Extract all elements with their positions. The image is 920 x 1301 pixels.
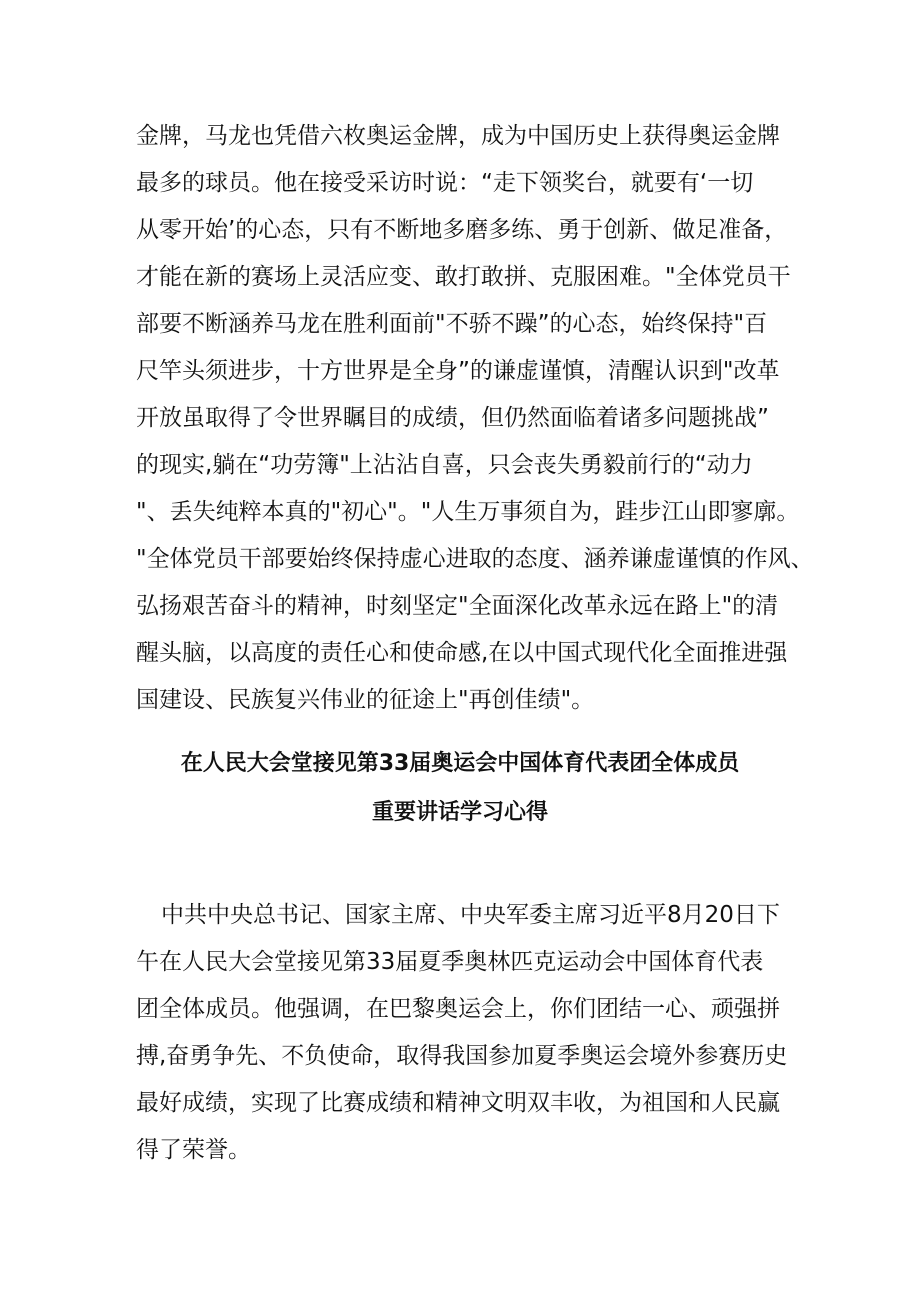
section-title: 在人民大会堂接见第33届奥运会中国体育代表团全体成员 [180, 751, 740, 776]
paragraph-line: 的现实,躺在“功劳簿"上沾沾自喜，只会丧失勇毅前行的“动力 [136, 452, 753, 478]
paragraph-line: 尺竿头须进步，十方世界是全身”的谦虚谨慎，清醒认识到"改革 [136, 358, 780, 384]
paragraph-line: 醒头脑，以高度的责任心和使命感,在以中国式现代化全面推进强 [136, 640, 788, 666]
paragraph-line: 中共中央总书记、国家主席、中央军委主席习近平8月20日下 [161, 902, 780, 928]
paragraph-line: 金牌，马龙也凭借六枚奥运金牌，成为中国历史上获得奥运金牌 [136, 123, 780, 149]
paragraph-line: 开放虽取得了令世界瞩目的成绩，但仍然面临着诸多问题挑战” [136, 405, 769, 431]
paragraph-line: 国建设、民族复兴伟业的征途上"再创佳绩"。 [136, 687, 595, 713]
paragraph-line: 午在人民大会堂接见第33届夏季奥林匹克运动会中国体育代表 [136, 949, 764, 975]
section-subtitle: 重要讲话学习心得 [371, 800, 548, 825]
paragraph-line: 搏,奋勇争先、不负使命，取得我国参加夏季奥运会境外参赛历史 [136, 1043, 788, 1069]
body-paragraph-intro [136, 892, 786, 1174]
body-paragraph-continued [136, 113, 814, 724]
paragraph-line: "、丢失纯粹本真的"初心"。"人生万事须自为，跬步江山即寥廓。 [136, 499, 800, 525]
paragraph-line: 团全体成员。他强调，在巴黎奥运会上，你们团结一心、顽强拼 [136, 996, 780, 1022]
paragraph-line: 从零开始’的心态，只有不断地多磨多练、勇于创新、做足准备， [136, 217, 788, 243]
paragraph-line: 得了荣誉。 [136, 1137, 251, 1163]
paragraph-line: 部要不断涵养马龙在胜利面前"不骄不躁”的心态，始终保持"百 [136, 311, 768, 337]
paragraph-line: 最好成绩，实现了比赛成绩和精神文明双丰收，为祖国和人民赢 [136, 1090, 780, 1116]
paragraph-line: 弘扬艰苦奋斗的精神，时刻坚定"全面深化改革永远在路上"的清 [136, 593, 779, 619]
paragraph-line: "全体党员干部要始终保持虚心进取的态度、涵养谦虚谨慎的作风、 [136, 546, 814, 572]
paragraph-line: 才能在新的赛场上灵活应变、敢打敢拼、克服困难。"全体党员干 [136, 264, 791, 290]
paragraph-line: 最多的球员。他在接受采访时说：“走下领奖台，就要有‘一切 [136, 170, 754, 196]
